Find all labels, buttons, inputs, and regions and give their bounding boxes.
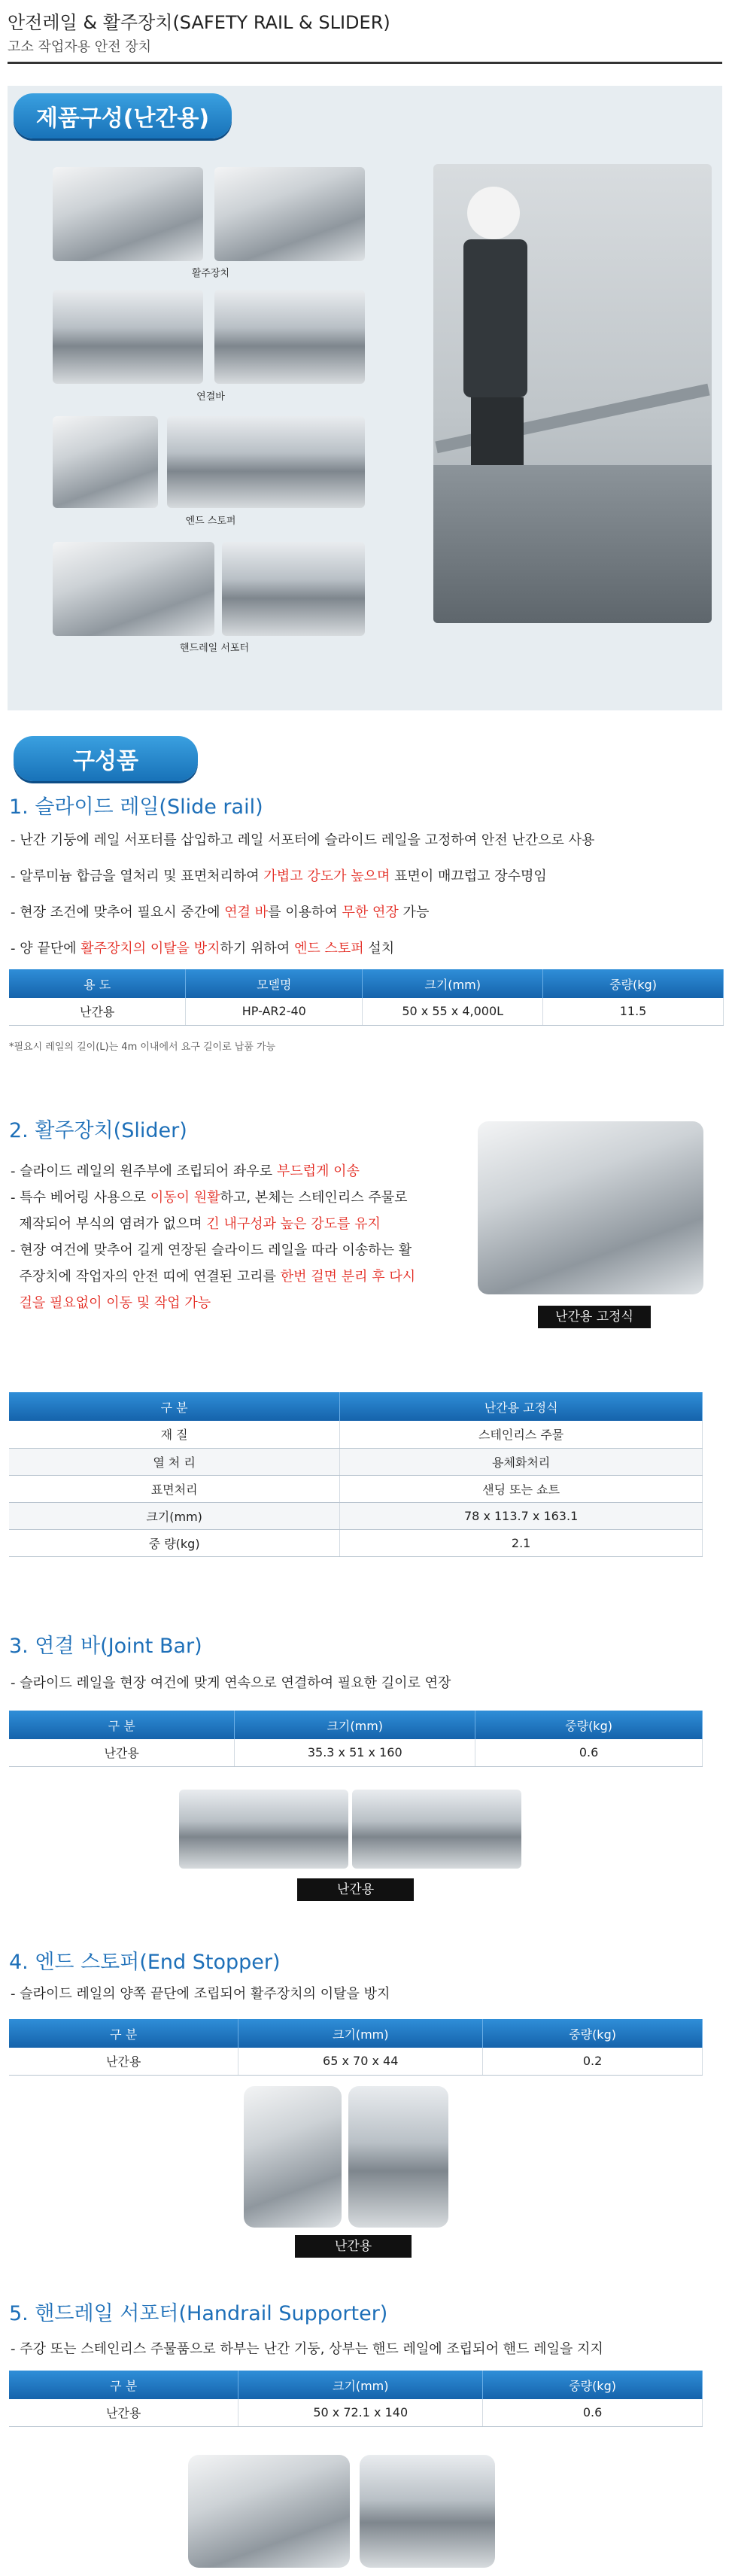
table-cell: 표면처리 [9,1475,340,1502]
highlight-text: 긴 내구성과 높은 강도를 유지 [206,1216,381,1232]
highlight-text: 걸을 필요없이 이동 및 작업 가능 [11,1295,211,1311]
rail-section-title: 1. 슬라이드 레일(Slide rail) [9,795,263,819]
table-cell: 78 x 113.7 x 163.1 [340,1502,703,1529]
end-photo-b [348,2086,448,2228]
page-title: 안전레일 & 활주장치(SAFETY RAIL & SLIDER) [8,12,390,33]
body-text: 설치 [363,941,395,956]
support-photo-a [188,2455,350,2568]
table-row [9,1739,703,1766]
rail-spec-table [9,969,724,1026]
support-col-category: 구 분 [9,2371,238,2399]
rail-line [11,829,594,849]
table-cell: 2.1 [340,1529,703,1556]
body-text: 하기 위하여 [220,941,294,956]
slider-line [11,1213,381,1233]
table-cell: 열 처 리 [9,1448,340,1475]
end-description: - 슬라이드 레일의 양쪽 끝단에 조립되어 활주장치의 이탈을 방지 [11,1986,390,2002]
body-text: - 슬라이드 레일의 원주부에 조립되어 좌우로 [11,1163,277,1179]
slider-line [11,1239,412,1259]
support-section-title: 5. 핸드레일 서포터(Handrail Supporter) [9,2302,388,2325]
slider-photo-1 [53,167,203,261]
body-text: - 특수 베어링 사용으로 [11,1190,150,1206]
highlight-text: 한번 걸면 분리 후 다시 [280,1269,416,1285]
caption-slider: 활주장치 [191,268,230,279]
joint-photo-2 [214,290,365,384]
end-section-title: 4. 엔드 스토퍼(End Stopper) [9,1951,281,1974]
body-text: - 알루미늄 합금을 열처리 및 표면처리하여 [11,868,264,884]
table-cell: 재 질 [9,1421,340,1448]
table-cell: 0.6 [483,2399,703,2426]
table-cell: 0.6 [475,1739,703,1766]
table-cell: 50 x 55 x 4,000L [363,998,543,1025]
slider-line [11,1292,211,1312]
table-cell: 50 x 72.1 x 140 [238,2399,483,2426]
composition-banner: 제품구성(난간용) [14,93,232,138]
table-row [9,2048,703,2075]
rail-line [11,865,547,885]
end-photo-a [244,2086,342,2228]
body-text: - 난간 기둥에 레일 서포터를 삽입하고 레일 서포터에 슬라이드 레일을 고정하여 안전 난간으로 사용 [11,832,595,848]
table-row [9,998,724,1025]
end-col-weight: 중량(kg) [483,2019,703,2048]
rail-line [11,938,394,957]
table-row [9,1502,703,1529]
end-col-category: 구 분 [9,2019,238,2048]
joint-col-size: 크기(mm) [235,1711,475,1739]
rail-col-model: 모델명 [186,969,363,998]
highlight-text: 무한 연장 [342,905,399,920]
table-cell: 샌딩 또는 쇼트 [340,1475,703,1502]
joint-description: - 슬라이드 레일을 현장 여건에 맞게 연속으로 연결하여 필요한 길이로 연장 [11,1675,451,1691]
end-col-size: 크기(mm) [238,2019,483,2048]
body-text: 가능 [398,905,430,920]
body-text: - 현장 조건에 맞추어 필요시 중간에 [11,905,225,920]
slider-line [11,1160,360,1180]
highlight-text: 가볍고 강도가 높으며 [263,868,390,884]
joint-col-weight: 중량(kg) [475,1711,703,1739]
slider-section-title: 2. 활주장치(Slider) [9,1119,187,1142]
table-cell: 스테인리스 주물 [340,1421,703,1448]
slider-tag: 난간용 고정식 [538,1306,651,1328]
end-photo-1 [53,416,158,508]
support-description: - 주강 또는 스테인리스 주물품으로 하부는 난간 기둥, 상부는 핸드 레일에 조립되어 핸드 레일을 지지 [11,2341,603,2357]
end-spec-table [9,2019,703,2076]
rail-col-size: 크기(mm) [363,969,543,998]
joint-section-title: 3. 연결 바(Joint Bar) [9,1635,202,1658]
slider-line [11,1266,415,1285]
highlight-text: 활주장치의 이탈을 방지 [80,941,220,956]
table-cell: 난간용 [9,1739,235,1766]
joint-photo-a [179,1790,348,1869]
end-tag: 난간용 [295,2235,412,2258]
table-cell: 난간용 [9,998,186,1025]
table-cell: 난간용 [9,2399,238,2426]
table-cell: 35.3 x 51 x 160 [235,1739,475,1766]
rail-col-weight: 중량(kg) [543,969,724,998]
header-divider [8,62,722,64]
end-photo-2 [167,416,365,508]
slider-col-type: 난간용 고정식 [340,1392,703,1421]
rail-col-usage: 용 도 [9,969,186,998]
support-spec-table [9,2371,703,2427]
joint-tag: 난간용 [297,1878,414,1901]
body-text: - 양 끝단에 [11,941,81,956]
highlight-text: 엔드 스토퍼 [293,941,364,956]
caption-support: 핸드레일 서포터 [179,643,250,654]
table-cell: 크기(mm) [9,1502,340,1529]
body-text: 표면이 매끄럽고 장수명임 [390,868,547,884]
slider-photo-2 [214,167,365,261]
page-subtitle: 고소 작업자용 안전 장치 [8,39,152,55]
table-row [9,1448,703,1475]
body-text: 를 이용하여 [268,905,342,920]
caption-end: 엔드 스토퍼 [185,516,236,527]
slider-spec-table [9,1392,703,1557]
table-row [9,2399,703,2426]
highlight-text: 부드럽게 이송 [276,1163,360,1179]
slider-line [11,1187,407,1206]
body-text: - 현장 여건에 맞추어 길게 연장된 슬라이드 레일을 따라 이송하는 활 [11,1242,412,1258]
body-text: 하고, 본체는 스테인리스 주물로 [220,1190,408,1206]
highlight-text: 이동이 원활 [150,1190,220,1206]
table-row [9,1421,703,1448]
rail-line [11,902,429,921]
table-cell: 중 량(kg) [9,1529,340,1556]
table-row [9,1475,703,1502]
caption-joint: 연결바 [196,391,225,403]
body-text: 제작되어 부식의 염려가 없으며 [11,1216,207,1232]
joint-photo-1 [53,290,203,384]
support-photo-2 [222,542,365,636]
joint-col-category: 구 분 [9,1711,235,1739]
table-row [9,1529,703,1556]
table-cell: 0.2 [483,2048,703,2075]
joint-photo-b [352,1790,521,1869]
worker-photo [433,164,712,623]
rail-note: *필요시 레일의 길이(L)는 4m 이내에서 요구 길이로 납품 가능 [9,1042,276,1053]
body-text: 주장치에 작업자의 안전 띠에 연결된 고리를 [11,1269,281,1285]
support-photo-b [360,2455,495,2568]
table-cell: HP-AR2-40 [186,998,363,1025]
table-cell: 용체화처리 [340,1448,703,1475]
table-cell: 65 x 70 x 44 [238,2048,483,2075]
joint-spec-table [9,1711,703,1767]
components-banner: 구성품 [14,736,198,781]
table-cell: 11.5 [543,998,724,1025]
support-photo-1 [53,542,214,636]
slider-col-category: 구 분 [9,1392,340,1421]
table-cell: 난간용 [9,2048,238,2075]
support-col-size: 크기(mm) [238,2371,483,2399]
highlight-text: 연결 바 [224,905,269,920]
support-col-weight: 중량(kg) [483,2371,703,2399]
slider-product-photo [478,1121,703,1294]
